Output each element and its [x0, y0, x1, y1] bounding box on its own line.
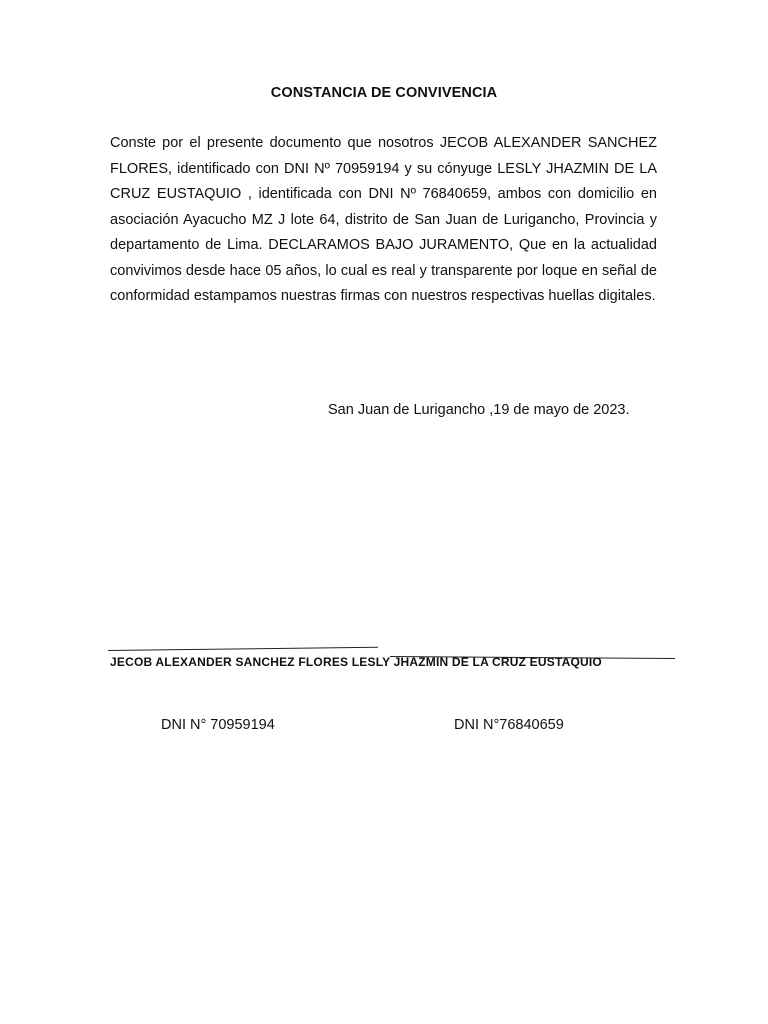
signature-line-left: [108, 647, 378, 651]
dni-left: DNI N° 70959194: [161, 717, 275, 733]
document-title: CONSTANCIA DE CONVIVENCIA: [270, 85, 498, 101]
signatory-names: JECOB ALEXANDER SANCHEZ FLORES LESLY JHAZMIN DE LA CRUZ EUSTAQUIO: [110, 655, 602, 669]
declaration-paragraph: Conste por el presente documento que nosotros JECOB ALEXANDER SANCHEZ FLORES, identificado con DNI Nº 70959194 y su cónyuge LESLY JHAZMIN DE LA CRUZ EUSTAQUIO , identificada con DNI Nº 76840659, ambos con domicilio en asociación Ayacucho MZ J lote 64, distrito de San Juan de Lurigancho, Provincia y departamento de Lima. DECLARAMOS BAJO JURAMENTO, Que en la actualidad convivimos desde hace 05 años, lo cual es real y transparente por loque en señal de conformidad estampamos nuestras firmas con nuestros respectivas huellas digitales.: [110, 135, 657, 304]
dni-right: DNI N°76840659: [454, 717, 564, 733]
place-and-date: San Juan de Lurigancho ,19 de mayo de 2023.: [328, 402, 630, 418]
